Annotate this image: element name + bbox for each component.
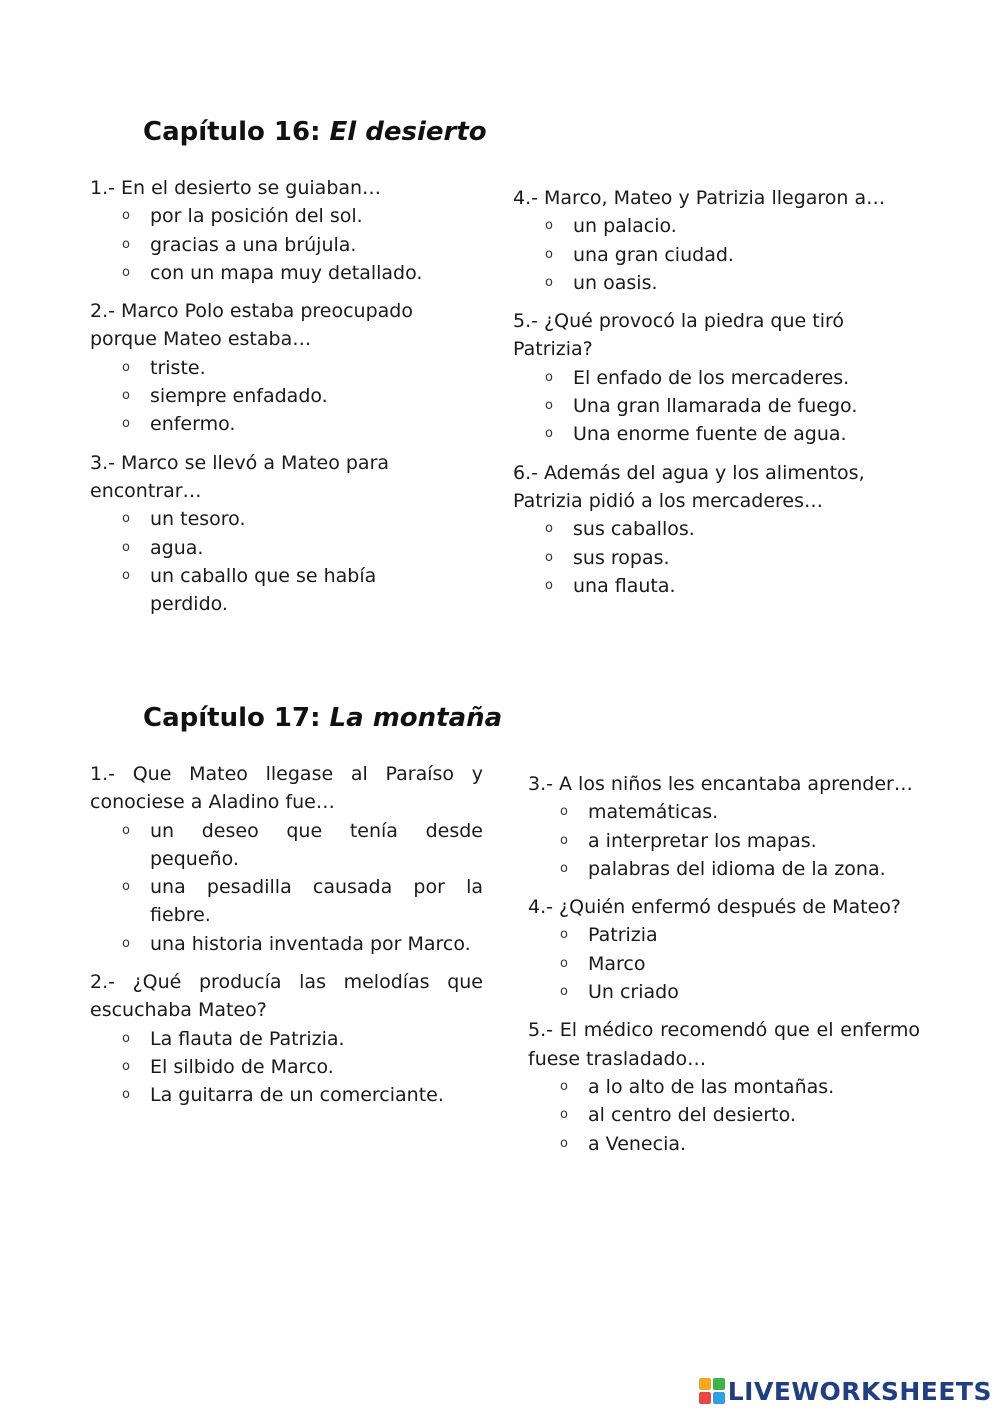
option-text: La guitarra de un comerciante. bbox=[150, 1084, 444, 1107]
option-text: un oasis. bbox=[573, 271, 658, 294]
logo-square-1 bbox=[699, 1378, 711, 1390]
question bbox=[528, 1016, 920, 1157]
option[interactable] bbox=[90, 562, 485, 619]
logo-square-2 bbox=[713, 1378, 725, 1390]
bullet-circle-icon: o bbox=[122, 388, 130, 404]
option[interactable] bbox=[90, 259, 485, 287]
question bbox=[90, 968, 483, 1109]
option[interactable] bbox=[90, 873, 483, 930]
option[interactable] bbox=[513, 392, 898, 420]
question-text: 3.- A los niños les encantaba aprender… bbox=[528, 773, 913, 795]
option[interactable] bbox=[90, 1081, 483, 1109]
options-list bbox=[90, 505, 485, 618]
option-text: La flauta de Patrizia. bbox=[150, 1027, 345, 1050]
option[interactable] bbox=[528, 950, 920, 978]
option-text: un tesoro. bbox=[150, 508, 246, 531]
question-text: 3.- Marco se llevó a Mateo para encontrar… bbox=[90, 451, 390, 502]
logo-text: LIVEWORKSHEETS bbox=[727, 1376, 992, 1406]
option-text: siempre enfadado. bbox=[150, 385, 328, 408]
option-text: una historia inventada por Marco. bbox=[150, 932, 471, 955]
options-list bbox=[90, 202, 485, 287]
option-text: enfermo. bbox=[150, 413, 236, 436]
bullet-circle-icon: o bbox=[122, 935, 130, 951]
chapter-16-title-prefix: Capítulo 16: bbox=[143, 117, 330, 147]
question bbox=[513, 184, 898, 297]
bullet-circle-icon: o bbox=[545, 521, 553, 537]
option-text: palabras del idioma de la zona. bbox=[588, 857, 886, 880]
option-text: al centro del desierto. bbox=[588, 1104, 796, 1127]
logo-square-4 bbox=[713, 1392, 725, 1404]
option[interactable] bbox=[513, 269, 898, 297]
option-text: a interpretar los mapas. bbox=[588, 829, 817, 852]
question bbox=[528, 893, 920, 1006]
bullet-circle-icon: o bbox=[560, 860, 568, 876]
bullet-circle-icon: o bbox=[545, 246, 553, 262]
option-text: una gran ciudad. bbox=[573, 243, 734, 266]
question-text: 1.- Que Mateo llegase al Paraíso y conociese a Aladino fue… bbox=[90, 763, 483, 814]
option-text: gracias a una brújula. bbox=[150, 233, 357, 256]
chapter-16-title-name: El desierto bbox=[329, 117, 487, 147]
question bbox=[528, 770, 920, 883]
bullet-circle-icon: o bbox=[545, 549, 553, 565]
chapter-17-left-column bbox=[90, 760, 483, 1120]
option-text: por la posición del sol. bbox=[150, 205, 363, 228]
bullet-circle-icon: o bbox=[122, 822, 130, 838]
bullet-circle-icon: o bbox=[122, 511, 130, 527]
bullet-circle-icon: o bbox=[560, 955, 568, 971]
option[interactable] bbox=[90, 505, 485, 533]
bullet-circle-icon: o bbox=[122, 416, 130, 432]
question-text: 5.- El médico recomendó que el enfermo fuese trasladado… bbox=[528, 1019, 920, 1070]
question bbox=[90, 297, 485, 438]
bullet-circle-icon: o bbox=[545, 577, 553, 593]
chapter-16-right-column bbox=[513, 184, 898, 610]
question bbox=[513, 459, 898, 600]
bullet-circle-icon: o bbox=[545, 274, 553, 290]
option-text: a lo alto de las montañas. bbox=[588, 1075, 835, 1098]
chapter-16-title bbox=[143, 117, 487, 148]
bullet-circle-icon: o bbox=[122, 879, 130, 895]
option[interactable] bbox=[513, 241, 898, 269]
options-list bbox=[513, 364, 898, 449]
logo-square-3 bbox=[699, 1392, 711, 1404]
chapter-17-title bbox=[143, 703, 502, 734]
bullet-circle-icon: o bbox=[545, 426, 553, 442]
option-text: un caballo que se había perdido. bbox=[150, 564, 377, 616]
question-text: 2.- ¿Qué producía las melodías que escuchaba Mateo? bbox=[90, 971, 483, 1022]
question-text: 4.- Marco, Mateo y Patrizia llegaron a… bbox=[513, 187, 886, 209]
option-text: Una gran llamarada de fuego. bbox=[573, 395, 858, 418]
option[interactable] bbox=[513, 515, 898, 543]
bullet-circle-icon: o bbox=[545, 369, 553, 385]
options-list bbox=[90, 354, 485, 439]
option[interactable] bbox=[528, 1101, 920, 1129]
option[interactable] bbox=[90, 410, 485, 438]
bullet-circle-icon: o bbox=[122, 208, 130, 224]
bullet-circle-icon: o bbox=[122, 264, 130, 280]
question bbox=[90, 760, 483, 958]
option[interactable] bbox=[90, 930, 483, 958]
chapter-16-left-column bbox=[90, 174, 485, 628]
bullet-circle-icon: o bbox=[545, 218, 553, 234]
bullet-circle-icon: o bbox=[560, 1078, 568, 1094]
question-text: 5.- ¿Qué provocó la piedra que tiró Patrizia? bbox=[513, 310, 845, 361]
liveworksheets-logo-icon bbox=[699, 1378, 725, 1404]
bullet-circle-icon: o bbox=[560, 1107, 568, 1123]
option[interactable] bbox=[90, 354, 485, 382]
bullet-circle-icon: o bbox=[122, 1058, 130, 1074]
option-text: un deseo que tenía desde pequeño. bbox=[150, 819, 483, 870]
question bbox=[90, 174, 485, 287]
option[interactable] bbox=[528, 798, 920, 826]
option-text: El silbido de Marco. bbox=[150, 1055, 334, 1078]
option-text: con un mapa muy detallado. bbox=[150, 261, 423, 284]
option[interactable] bbox=[528, 827, 920, 855]
option[interactable] bbox=[513, 420, 898, 448]
bullet-circle-icon: o bbox=[545, 398, 553, 414]
option[interactable] bbox=[90, 231, 485, 259]
bullet-circle-icon: o bbox=[560, 832, 568, 848]
option-text: agua. bbox=[150, 536, 204, 559]
option-text: una pesadilla causada por la fiebre. bbox=[150, 876, 483, 927]
bullet-circle-icon: o bbox=[122, 1087, 130, 1103]
question-text: 1.- En el desierto se guiaban… bbox=[90, 177, 382, 199]
options-list bbox=[528, 798, 920, 883]
options-list bbox=[528, 1073, 920, 1158]
bullet-circle-icon: o bbox=[122, 236, 130, 252]
question bbox=[513, 307, 898, 448]
options-list bbox=[513, 515, 898, 600]
option[interactable] bbox=[528, 1130, 920, 1158]
bullet-circle-icon: o bbox=[122, 567, 130, 583]
question-text: 4.- ¿Quién enfermó después de Mateo? bbox=[528, 896, 901, 919]
option-text: sus ropas. bbox=[573, 546, 670, 569]
option[interactable] bbox=[528, 855, 920, 883]
option-text: una flauta. bbox=[573, 574, 676, 597]
option-text: Patrizia bbox=[588, 924, 658, 947]
bullet-circle-icon: o bbox=[122, 359, 130, 375]
options-list bbox=[528, 921, 920, 1006]
bullet-circle-icon: o bbox=[122, 539, 130, 555]
option[interactable] bbox=[528, 978, 920, 1006]
bullet-circle-icon: o bbox=[560, 804, 568, 820]
bullet-circle-icon: o bbox=[122, 1030, 130, 1046]
option[interactable] bbox=[90, 382, 485, 410]
chapter-17-right-column bbox=[528, 770, 920, 1168]
option[interactable] bbox=[513, 572, 898, 600]
option-text: El enfado de los mercaderes. bbox=[573, 366, 850, 389]
option-text: a Venecia. bbox=[588, 1132, 687, 1155]
bullet-circle-icon: o bbox=[560, 1135, 568, 1151]
options-list bbox=[90, 1025, 483, 1110]
option[interactable] bbox=[90, 1025, 483, 1053]
question-text: 2.- Marco Polo estaba preocupado porque Mateo estaba… bbox=[90, 300, 413, 351]
option[interactable] bbox=[90, 534, 485, 562]
option[interactable] bbox=[90, 1053, 483, 1081]
option[interactable] bbox=[90, 202, 485, 230]
options-list bbox=[513, 212, 898, 297]
option[interactable] bbox=[528, 1073, 920, 1101]
question bbox=[90, 449, 485, 619]
option-text: triste. bbox=[150, 356, 206, 379]
bullet-circle-icon: o bbox=[560, 984, 568, 1000]
option-text: un palacio. bbox=[573, 215, 677, 238]
option[interactable] bbox=[513, 212, 898, 240]
option-text: sus caballos. bbox=[573, 518, 695, 541]
option-text: Un criado bbox=[588, 981, 679, 1004]
option-text: Una enorme fuente de agua. bbox=[573, 423, 847, 446]
question-text: 6.- Además del agua y los alimentos, Patrizia pidió a los mercaderes… bbox=[513, 461, 865, 512]
option[interactable] bbox=[90, 817, 483, 874]
bullet-circle-icon: o bbox=[560, 927, 568, 943]
options-list bbox=[90, 817, 483, 958]
chapter-17-title-name: La montaña bbox=[329, 703, 503, 733]
option-text: matemáticas. bbox=[588, 801, 719, 824]
chapter-17-title-prefix: Capítulo 17: bbox=[143, 703, 330, 733]
option[interactable] bbox=[513, 544, 898, 572]
option[interactable] bbox=[513, 364, 898, 392]
option[interactable] bbox=[528, 921, 920, 949]
liveworksheets-logo[interactable] bbox=[699, 1374, 992, 1408]
option-text: Marco bbox=[588, 952, 646, 975]
